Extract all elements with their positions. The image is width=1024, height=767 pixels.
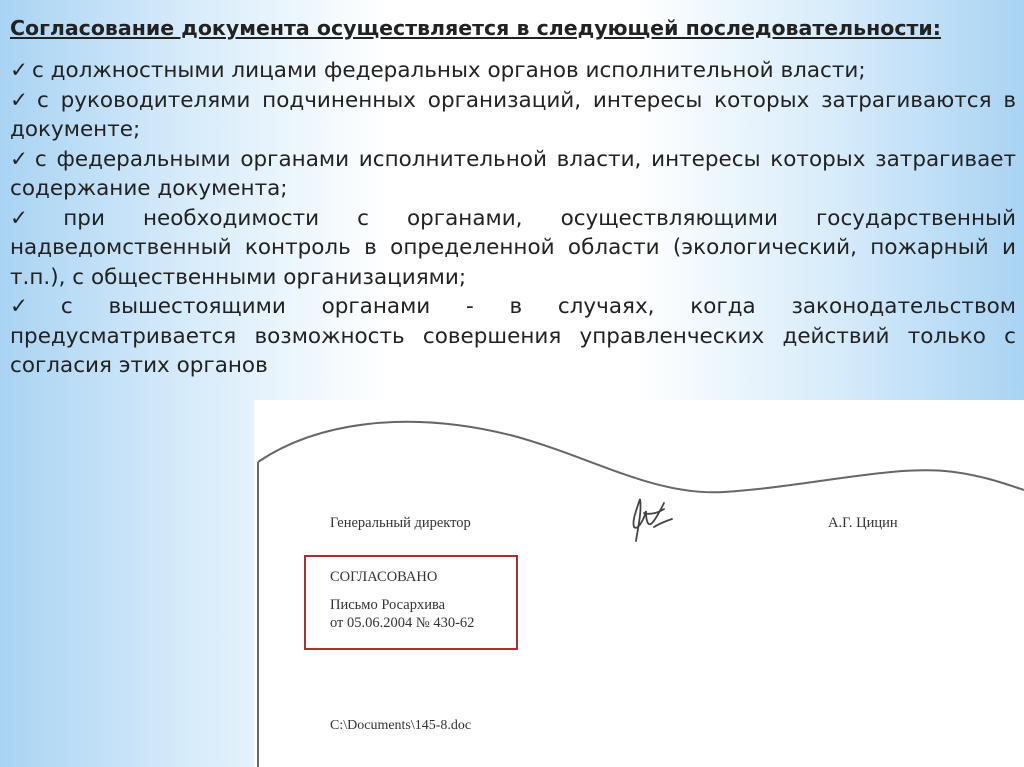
checkmark-icon: ✓: [10, 58, 29, 83]
list-item: [10, 204, 1016, 293]
signer-name: А.Г. Цицин: [828, 515, 898, 531]
slide-content: [10, 14, 1016, 381]
list-item: [10, 56, 1016, 86]
list-item-text: с вышестоящими органами - в случаях, когда законодательством предусматривается возможность совершения управленческих действий только с согласия этих органов: [10, 294, 1016, 378]
slide-title: Согласование документа осуществляется в следующей последовательности:: [10, 16, 941, 40]
file-path: C:\Documents\145-8.doc: [330, 718, 472, 733]
list-item-text: с федеральными органами исполнительной власти, интересы которых затрагивает содержание документа;: [10, 146, 1017, 201]
list-item: [10, 86, 1016, 145]
checkmark-icon: ✓: [10, 146, 31, 172]
stamp-line-2: от 05.06.2004 № 430-62: [330, 615, 475, 631]
checkmark-icon: ✓: [10, 87, 33, 113]
list-item-text: с руководителями подчиненных организаций, интересы которых затрагиваются в документе;: [10, 87, 1016, 142]
stamp-heading: СОГЛАСОВАНО: [330, 569, 438, 585]
list-item: [10, 145, 1016, 204]
list-item-text: с должностными лицами федеральных органов исполнительной власти;: [32, 58, 866, 83]
list-item-text: при необходимости с органами, осуществляющими государственный надведомственный контроль в определенной области (экологический, пожарный и т.п.), с общественными организациями;: [10, 205, 1016, 290]
checkmark-icon: ✓: [10, 205, 60, 231]
document-sample-image: [254, 400, 1024, 767]
stamp-line-1: Письмо Росархива: [330, 597, 446, 613]
approval-sequence-list: [10, 56, 1016, 381]
signature-icon: [624, 493, 684, 548]
checkmark-icon: ✓: [10, 294, 57, 319]
approval-stamp: [304, 555, 518, 650]
position-label: Генеральный директор: [330, 515, 471, 531]
list-item: [10, 292, 1016, 381]
